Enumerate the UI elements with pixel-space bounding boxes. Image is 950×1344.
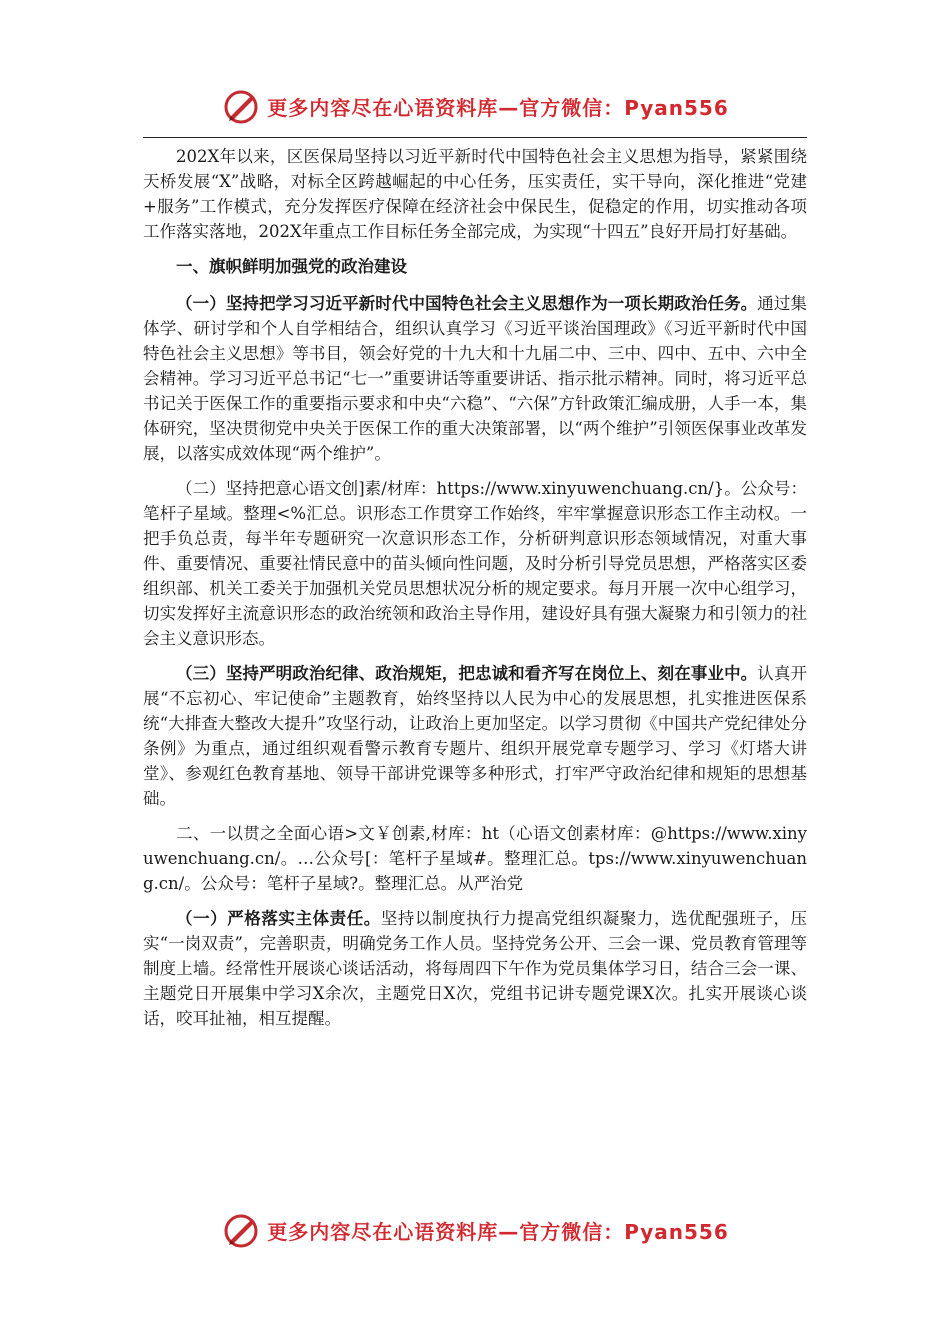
document-body: [143, 144, 807, 1041]
footer-banner-text: 更多内容尽在心语资料库—官方微信：Pyan556: [267, 1219, 729, 1244]
paragraph-1-lead: （一）坚持把学习习近平新时代中国特色社会主义思想作为一项长期政治任务。: [176, 294, 758, 313]
paragraph-1: [143, 291, 807, 466]
paragraph-4: 二、一以贯之全面心语>文￥创素,材库：ht（心语文创素材库：@https://www.xinyuwenchuang.cn/。…公众号[：笔杆子星域#。整理汇总。tps://www.xinyuwenchuang.cn/。公众号：笔杆子星域?。整理汇总。从严治党: [143, 824, 807, 893]
paragraph-5-text: 坚持以制度执行力提高党组织凝聚力，选优配强班子，压实“一岗双责”，完善职责，明确党务工作人员。坚持党务公开、三会一课、党员教育管理等制度上墙。经常性开展谈心谈话活动，将每周四下午作为党员集体学习日，结合三会一课、主题党日开展集中学习X余次，主题党日X次，党组书记讲专题党课X次。扎实开展谈心谈话，咬耳扯袖，相互提醒。: [143, 909, 808, 1028]
paragraph-3-text: 认真开展“不忘初心、牢记使命”主题教育，始终坚持以人民为中心的发展思想，扎实推进医保系统“大排查大整改大提升”攻坚行动，让政治上更加坚定。以学习贯彻《中国共产党纪律处分条例》为重点，通过组织观看警示教育专题片、组织开展党章专题学习、学习《灯塔大讲堂》、参观红色教育基地、领导干部讲党课等多种形式，打牢严守政治纪律和规矩的思想基础。: [143, 664, 808, 808]
pen-logo-icon: [221, 1210, 261, 1250]
header-divider: [143, 137, 807, 138]
paragraph-3: [143, 661, 807, 811]
paragraph-1-text: 通过集体学、研讨学和个人自学相结合，组织认真学习《习近平谈治国理政》《习近平新时代中国特色社会主义思想》等书目，领会好党的十九大和十九届二中、三中、四中、五中、六中全会精神。学习习近平总书记“七一”重要讲话等重要讲话、指示批示精神。同时，将习近平总书记关于医保工作的重要指示要求和中央“六稳”、“六保”方针政策汇编成册，人手一本，集体研究，坚决贯彻党中央关于医保工作的重大决策部署，以“两个维护”引领医保事业改革发展，以落实成效体现“两个维护”。: [143, 294, 808, 463]
paragraph-2: （二）坚持把意心语文创]素/材库：https://www.xinyuwenchuang.cn/}。公众号：笔杆子星域。整理<%汇总。识形态工作贯穿工作始终，牢牢掌握意识形态工作主动权。一把手负总责，每半年专题研究一次意识形态工作，分析研判意识形态领域情况，对重大事件、重要情况、重要社情民意中的苗头倾向性问题，及时分析引导党员思想，严格落实区委组织部、机关工委关于加强机关党员思想状况分析的规定要求。每月开展一次中心组学习，切实发挥好主流意识形态的政治统领和政治主导作用，建设好具有强大凝聚力和引领力的社会主义意识形态。: [143, 479, 807, 648]
paragraph-5-lead: （一）严格落实主体责任。: [176, 909, 381, 928]
pen-logo-icon: [221, 86, 261, 126]
section-1-heading: 一、旗帜鲜明加强党的政治建设: [176, 257, 407, 276]
header-banner: [0, 84, 950, 128]
paragraph-5: [143, 906, 807, 1031]
header-banner-text: 更多内容尽在心语资料库—官方微信：Pyan556: [267, 95, 729, 120]
intro-paragraph: 202X年以来，区医保局坚持以习近平新时代中国特色社会主义思想为指导，紧紧围绕天桥发展“X”战略，对标全区跨越崛起的中心任务，压实责任，实干导向，深化推进“党建+服务”工作模式，充分发挥医疗保障在经济社会中保民生，促稳定的作用，切实推动各项工作落实落地，202X年重点工作目标任务全部完成，为实现“十四五”良好开局打好基础。: [143, 147, 807, 241]
footer-banner: [0, 1208, 950, 1252]
paragraph-3-lead: （三）坚持严明政治纪律、政治规矩，把忠诚和看齐写在岗位上、刻在事业中。: [176, 664, 758, 683]
